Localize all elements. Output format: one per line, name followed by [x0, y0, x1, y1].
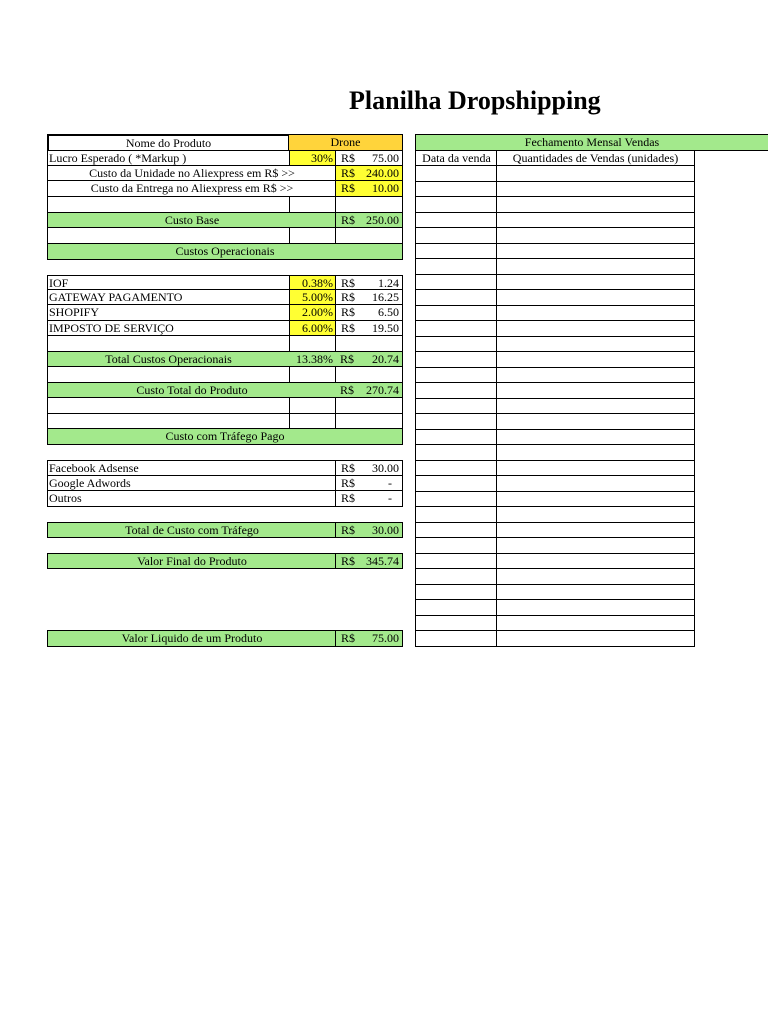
sale-date-cell[interactable]	[415, 492, 497, 507]
currency-symbol: R$	[341, 213, 356, 227]
valor-final-label: Valor Final do Produto	[47, 553, 336, 569]
page-title: Planilha Dropshipping	[349, 86, 601, 115]
sale-qty-cell[interactable]	[496, 259, 695, 275]
currency-symbol: R$	[341, 476, 356, 490]
custos-operacionais-header: Custos Operacionais	[47, 244, 403, 260]
empty-cell	[335, 197, 403, 213]
sale-date-cell[interactable]	[415, 383, 497, 399]
trafego-item-value[interactable]	[335, 460, 403, 476]
op-item-label: SHOPIFY	[47, 305, 289, 321]
sale-qty-cell[interactable]	[496, 585, 695, 600]
markup-pct[interactable]: 30%	[289, 151, 336, 166]
sale-qty-cell[interactable]	[496, 430, 695, 445]
col-qty-header: Quantidades de Vendas (unidades)	[496, 151, 695, 166]
sale-qty-cell[interactable]	[496, 476, 695, 492]
op-item-label: IMPOSTO DE SERVIÇO	[47, 321, 289, 336]
fechamento-header: Fechamento Mensal Vendas	[415, 134, 768, 151]
empty-cell	[289, 336, 336, 352]
currency-symbol: R$	[341, 491, 356, 505]
sale-qty-cell[interactable]	[496, 507, 695, 523]
empty-cell	[289, 197, 336, 213]
currency-symbol: R$	[341, 151, 356, 165]
sale-date-cell[interactable]	[415, 197, 497, 213]
custo-total-value	[335, 383, 403, 398]
sale-date-cell[interactable]	[415, 182, 497, 197]
sale-qty-cell[interactable]	[496, 368, 695, 383]
empty-cell	[289, 398, 336, 414]
empty-cell	[47, 367, 289, 383]
currency-symbol: R$	[341, 166, 356, 180]
custo-total-label: Custo Total do Produto	[47, 383, 336, 398]
sale-qty-cell[interactable]	[496, 321, 695, 337]
sale-date-cell[interactable]	[415, 306, 497, 321]
op-item-amount: 16.25	[372, 290, 399, 304]
trafego-item-label: Outros	[47, 491, 336, 507]
sale-date-cell[interactable]	[415, 399, 497, 414]
sale-date-cell[interactable]	[415, 368, 497, 383]
empty-cell	[289, 228, 336, 244]
sale-date-cell[interactable]	[415, 585, 497, 600]
sale-qty-cell[interactable]	[496, 244, 695, 259]
sale-date-cell[interactable]	[415, 600, 497, 616]
valor-final-value	[335, 553, 403, 569]
sale-qty-cell[interactable]	[496, 275, 695, 290]
sale-qty-cell[interactable]	[496, 523, 695, 538]
product-name-header: Nome do Produto	[47, 134, 289, 151]
sale-qty-cell[interactable]	[496, 600, 695, 616]
sale-qty-cell[interactable]	[496, 197, 695, 213]
op-item-amount: 1.24	[378, 276, 399, 290]
valor-liquido-value	[335, 630, 403, 647]
custo-total-amount: 270.74	[366, 383, 399, 397]
markup-value	[335, 151, 403, 166]
markup-label: Lucro Esperado ( *Markup )	[47, 151, 289, 166]
sale-qty-cell[interactable]	[496, 554, 695, 569]
sale-qty-cell[interactable]	[496, 616, 695, 631]
op-item-pct[interactable]: 5.00%	[289, 290, 336, 305]
product-name-value[interactable]: Drone	[289, 134, 403, 151]
custo-base-value	[335, 213, 403, 228]
sale-date-cell[interactable]	[415, 213, 497, 228]
sale-qty-cell[interactable]	[496, 213, 695, 228]
empty-cell	[47, 228, 289, 244]
sale-date-cell[interactable]	[415, 461, 497, 476]
op-item-pct[interactable]: 0.38%	[289, 275, 336, 290]
op-item-value	[335, 321, 403, 336]
sale-date-cell[interactable]	[415, 275, 497, 290]
unit-cost-label: Custo da Unidade no Aliexpress em R$ >>	[47, 166, 336, 181]
sale-qty-cell[interactable]	[496, 166, 695, 182]
op-item-amount: 19.50	[372, 321, 399, 335]
custo-base-amount: 250.00	[366, 213, 399, 227]
sale-qty-cell[interactable]	[496, 337, 695, 352]
currency-symbol: R$	[341, 631, 356, 645]
sale-date-cell[interactable]	[415, 523, 497, 538]
trafego-item-value[interactable]	[335, 476, 403, 491]
empty-cell	[289, 414, 336, 429]
valor-liquido-amount: 75.00	[372, 631, 399, 645]
currency-symbol: R$	[341, 290, 356, 304]
currency-symbol: R$	[340, 383, 355, 397]
empty-cell	[335, 336, 403, 352]
op-item-pct[interactable]: 2.00%	[289, 305, 336, 321]
trafego-item-label: Facebook Adsense	[47, 460, 336, 476]
currency-symbol: R$	[341, 276, 356, 290]
total-op-label: Total Custos Operacionais	[47, 352, 289, 367]
sale-qty-cell[interactable]	[496, 383, 695, 399]
trafego-item-amount: 30.00	[372, 461, 399, 475]
sale-date-cell[interactable]	[415, 228, 497, 244]
trafego-header: Custo com Tráfego Pago	[47, 429, 403, 445]
unit-cost-value[interactable]	[335, 166, 403, 181]
empty-cell	[335, 398, 403, 414]
sale-date-cell[interactable]	[415, 259, 497, 275]
currency-symbol: R$	[341, 321, 356, 335]
sale-date-cell[interactable]	[415, 445, 497, 461]
sale-date-cell[interactable]	[415, 321, 497, 337]
empty-cell	[335, 228, 403, 244]
sale-qty-cell[interactable]	[496, 352, 695, 368]
op-item-value	[335, 305, 403, 321]
col-date-header: Data da venda	[415, 151, 497, 166]
trafego-item-amount: -	[388, 491, 392, 505]
sale-date-cell[interactable]	[415, 476, 497, 492]
sale-qty-cell[interactable]	[496, 569, 695, 585]
total-trafego-amount: 30.00	[372, 523, 399, 537]
valor-liquido-label: Valor Liquido de um Produto	[47, 630, 336, 647]
currency-symbol: R$	[341, 305, 356, 319]
trafego-item-label: Google Adwords	[47, 476, 336, 491]
op-item-pct[interactable]: 6.00%	[289, 321, 336, 336]
sale-qty-cell[interactable]	[496, 228, 695, 244]
delivery-cost-value[interactable]	[335, 181, 403, 197]
sale-qty-cell[interactable]	[496, 538, 695, 554]
empty-cell	[47, 197, 289, 213]
op-item-value	[335, 290, 403, 305]
sale-date-cell[interactable]	[415, 290, 497, 306]
currency-symbol: R$	[341, 181, 356, 195]
op-item-label: IOF	[47, 275, 289, 290]
empty-cell	[335, 414, 403, 429]
sale-qty-cell[interactable]	[496, 631, 695, 647]
total-op-pct: 13.38%	[289, 352, 336, 367]
total-op-amount: 20.74	[372, 352, 399, 366]
trafego-item-value[interactable]	[335, 491, 403, 507]
sale-qty-cell[interactable]	[496, 414, 695, 430]
sale-date-cell[interactable]	[415, 569, 497, 585]
trafego-item-amount: -	[388, 476, 392, 490]
sale-date-cell[interactable]	[415, 538, 497, 554]
sale-date-cell[interactable]	[415, 430, 497, 445]
total-op-value	[335, 352, 403, 367]
sale-date-cell[interactable]	[415, 631, 497, 647]
delivery-cost-amount: 10.00	[372, 181, 399, 195]
custo-base-label: Custo Base	[47, 213, 336, 228]
sale-qty-cell[interactable]	[496, 461, 695, 476]
sale-qty-cell[interactable]	[496, 399, 695, 414]
op-item-amount: 6.50	[378, 305, 399, 319]
empty-cell	[47, 398, 289, 414]
total-trafego-value	[335, 522, 403, 538]
currency-symbol: R$	[340, 352, 355, 366]
sale-date-cell[interactable]	[415, 166, 497, 182]
sale-qty-cell[interactable]	[496, 306, 695, 321]
currency-symbol: R$	[341, 523, 356, 537]
empty-cell	[289, 367, 336, 383]
sale-date-cell[interactable]	[415, 244, 497, 259]
unit-cost-amount: 240.00	[366, 166, 399, 180]
empty-cell	[47, 414, 289, 429]
sale-qty-cell[interactable]	[496, 445, 695, 461]
currency-symbol: R$	[341, 461, 356, 475]
sale-date-cell[interactable]	[415, 554, 497, 569]
markup-amount: 75.00	[372, 151, 399, 165]
sale-date-cell[interactable]	[415, 414, 497, 430]
sale-date-cell[interactable]	[415, 337, 497, 352]
op-item-value	[335, 275, 403, 290]
delivery-cost-label: Custo da Entrega no Aliexpress em R$ >>	[47, 181, 336, 197]
sale-date-cell[interactable]	[415, 507, 497, 523]
sale-date-cell[interactable]	[415, 352, 497, 368]
total-trafego-label: Total de Custo com Tráfego	[47, 522, 336, 538]
op-item-label: GATEWAY PAGAMENTO	[47, 290, 289, 305]
empty-cell	[335, 367, 403, 383]
sale-qty-cell[interactable]	[496, 492, 695, 507]
empty-cell	[47, 336, 289, 352]
currency-symbol: R$	[341, 554, 356, 568]
sale-qty-cell[interactable]	[496, 290, 695, 306]
valor-final-amount: 345.74	[366, 554, 399, 568]
sale-qty-cell[interactable]	[496, 182, 695, 197]
sale-date-cell[interactable]	[415, 616, 497, 631]
